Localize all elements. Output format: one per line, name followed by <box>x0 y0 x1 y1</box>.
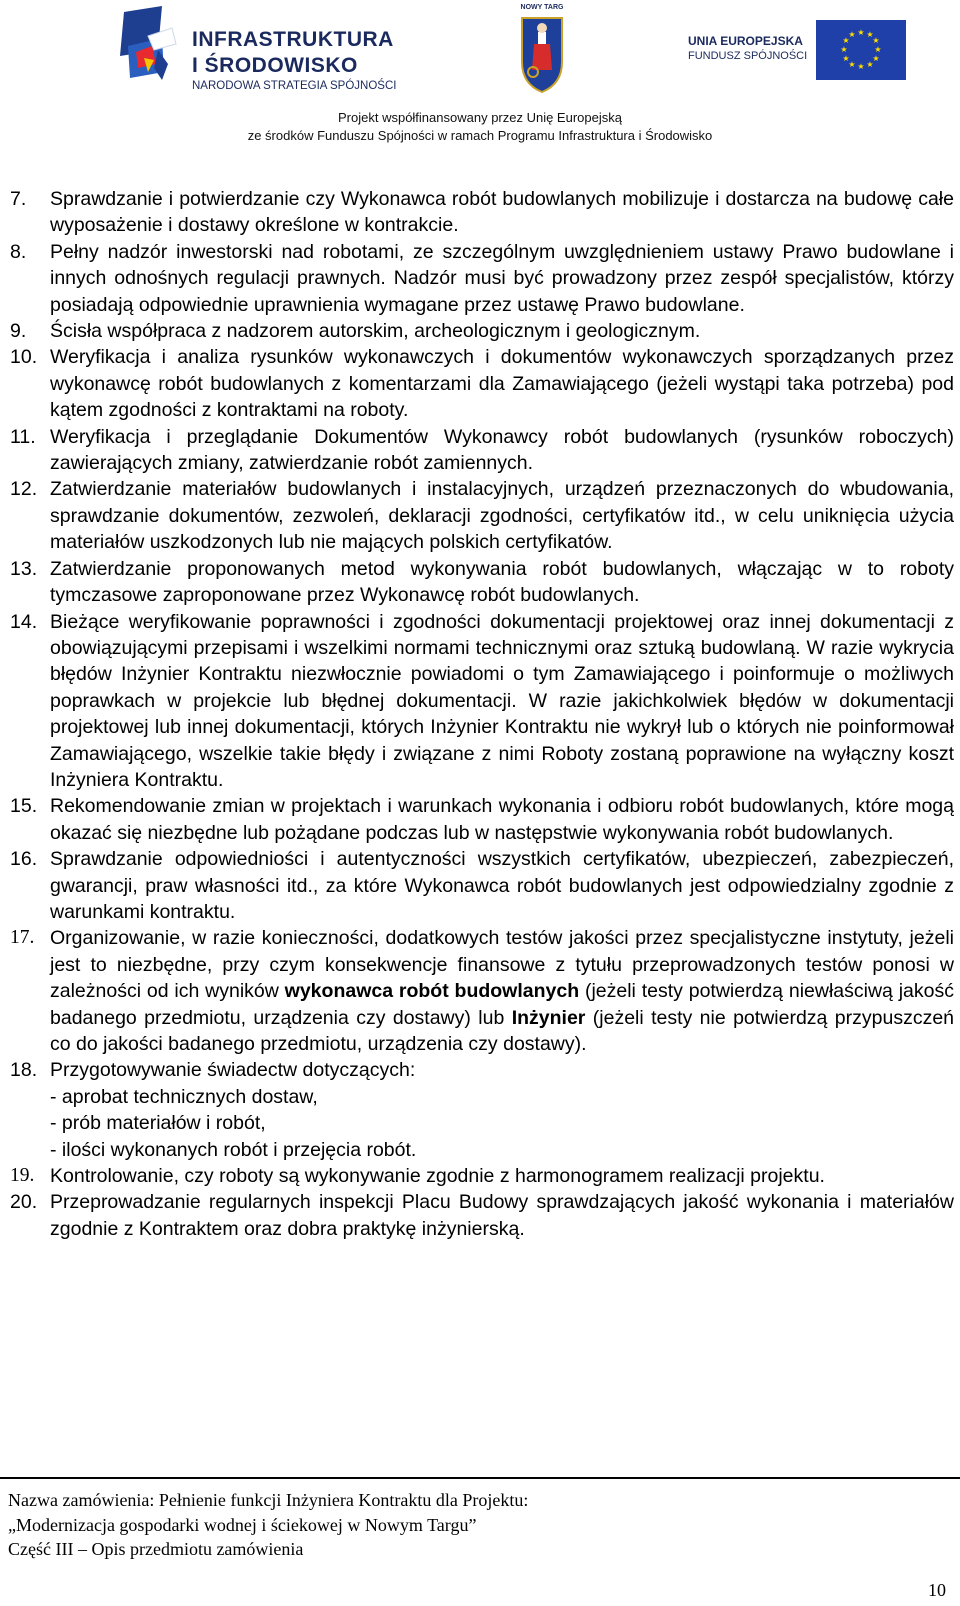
svg-text:★: ★ <box>842 36 850 45</box>
list-item <box>10 556 954 609</box>
svg-text:★: ★ <box>842 54 850 63</box>
list-item <box>10 609 954 794</box>
item-text: Weryfikacja i przeglądanie Dokumentów Wykonawcy robót budowlanych (rysunków roboczych) zawierających zmiany, zatwierdzanie robót zamiennych. <box>50 425 954 475</box>
eu-logo-line1: UNIA EUROPEJSKA <box>688 34 803 48</box>
item-text: Zatwierdzanie proponowanych metod wykonywania robót budowlanych, włączając w to roboty tymczasowe zaproponowane przez Wykonawcę robót budowlanych. <box>50 557 954 607</box>
list-item <box>10 476 954 555</box>
svg-text:★: ★ <box>848 60 856 69</box>
eu-stars-icon <box>816 20 906 80</box>
svg-text:★: ★ <box>866 30 874 39</box>
crest-label: NOWY TARG <box>520 4 564 11</box>
footer-divider <box>0 1477 960 1479</box>
page-number: 10 <box>928 1580 946 1600</box>
footer-order-name: Nazwa zamówienia: Pełnienie funkcji Inżyniera Kontraktu dla Projektu: <box>8 1490 529 1510</box>
list-item <box>10 424 954 477</box>
nowy-targ-crest <box>512 4 572 96</box>
item-text: Ścisła współpraca z nadzorem autorskim, archeologicznym i geologicznym. <box>50 320 701 343</box>
item-number: 14. <box>10 610 38 633</box>
svg-text:★: ★ <box>840 45 848 54</box>
duties-list <box>10 186 954 1242</box>
item-number: 19. <box>10 1165 35 1187</box>
item-number: 8. <box>10 240 27 263</box>
item-text: Przeprowadzanie regularnych inspekcji Placu Budowy sprawdzających jakość wykonania i materiałów zgodnie z Kontraktem oraz dobra praktykę inżynierską. <box>50 1191 954 1240</box>
sub-item: - prób materiałów i robót, <box>50 1112 266 1135</box>
cofinancing-line2: ze środków Funduszu Spójności w ramach Programu Infrastruktura i Środowisko <box>247 128 713 143</box>
item-text: Weryfikacja i analiza rysunków wykonawczych i dokumentów wykonawczych sporządzanych przez wykonawcę robót budowlanych z komentarzami dla Zamawiającego (jeżeli wystąpi taka potrzeba) pod kątem zgodności z kontraktami na roboty. <box>50 346 954 422</box>
fe-logo-line3: NARODOWA STRATEGIA SPÓJNOŚCI <box>192 80 397 92</box>
item-text: Bieżące weryfikowanie poprawności i zgodności dokumentacji projektowej oraz innej dokumentacji z obowiązującymi przepisami i wszelkimi normami technicznymi oraz sztuką budowlaną. W razie wykrycia błędów Inżynier Kontraktu niezwłocznie powiadomi o tym Zamawiającego i poinformuje o możliwych poprawkach w projekcie lub błędnej dokumentacji. W razie jakichkolwiek błędów w dokumentacji projektowej lub innej dokumentacji, których Inżynier Kontraktu nie wykrył lub o których nie poinformował Zamawiającego, wszelkie takie błędy i związane z nimi Roboty zostaną poprawione na wyłączny koszt Inżyniera Kontraktu. <box>50 610 954 791</box>
infrastruktura-srodowisko-logo <box>118 6 408 96</box>
list-item <box>10 846 954 925</box>
sub-item: - ilości wykonanych robót i przejęcia robót. <box>50 1138 417 1161</box>
cofinancing-line1: Projekt współfinansowany przez Unię Europejską <box>338 110 622 125</box>
sub-item: - aprobat technicznych dostaw, <box>50 1085 318 1108</box>
footer-project-title: „Modernizacja gospodarki wodnej i ściekowej w Nowym Targu” <box>8 1514 477 1535</box>
item-number: 11. <box>10 425 36 448</box>
item-number: 17. <box>10 927 35 949</box>
svg-text:★: ★ <box>872 36 880 45</box>
item-number: 7. <box>10 188 27 210</box>
fe-logo-line2: I ŚRODOWISKO <box>192 54 358 77</box>
eu-logo-line2: FUNDUSZ SPÓJNOŚCI <box>688 50 808 62</box>
item-text: Sprawdzanie i potwierdzanie czy Wykonawca robót budowlanych mobilizuje i dostarcza na budowę całe wyposażenie i dostawy określone w kontrakcie. <box>50 188 954 237</box>
svg-text:★: ★ <box>848 30 856 39</box>
list-item <box>10 318 954 344</box>
item-text <box>50 1057 954 1163</box>
item-number: 16. <box>10 848 38 871</box>
item-text: Kontrolowanie, czy roboty są wykonywanie zgodnie z harmonogramem realizacji projektu. <box>50 1165 825 1188</box>
item-text: Rekomendowanie zmian w projektach i warunkach wykonania i odbioru robót budowlanych, które mogą okazać się niezbędne lub pożądane podczas lub w następstwie wykonywania robót budowlanych. <box>50 795 954 844</box>
item-number: 9. <box>10 320 27 343</box>
item-number: 15. <box>10 795 38 818</box>
item-text: Pełny nadzór inwestorski nad robotami, ze szczególnym uwzględnieniem ustawy Prawo budowlane i innych odnośnych regulacji prawnych. Nadzór musi być prowadzony przez zespół specjalistów, którzy posiadają odpowiednie uprawnienia wymagane przez ustawę Prawo budowlane. <box>50 240 954 316</box>
list-item <box>10 1057 954 1163</box>
coat-of-arms-icon <box>518 14 566 94</box>
list-item <box>10 344 954 423</box>
item-text-part: (jeżeli testy potwierdzą niewłaściwą jakość badanego przedmiotu, urządzenia czy dostawy) lub <box>50 980 954 1029</box>
list-item <box>10 239 954 318</box>
item-text-part: Organizowanie, w razie konieczności, dodatkowych testów jakości przez specjalistyczne instytuty, jeżeli jest to niezbędne, przy czym konsekwencje finansowe z tytułu przeprowadzonych testów ponosi w zależności od ich wyników <box>50 927 954 1003</box>
item-number: 12. <box>10 478 38 501</box>
svg-text:★: ★ <box>857 62 865 71</box>
page-header <box>0 0 960 150</box>
svg-text:★: ★ <box>874 45 882 54</box>
fe-logo-mark-icon <box>118 6 182 96</box>
page-footer <box>8 1488 528 1562</box>
svg-text:★: ★ <box>857 28 865 37</box>
item-text: Zatwierdzanie materiałów budowlanych i instalacyjnych, urządzeń przeznaczonych do wbudowania, sprawdzanie dokumentów, zezwoleń, deklaracji zgodności, certyfikatów itd., w celu uniknięcia użycia materiałów uszkodzonych lub nie mających polskich certyfikatów. <box>50 478 954 554</box>
list-item <box>10 925 954 1057</box>
item-text-bold: Inżynier <box>511 1006 586 1029</box>
item-text-bold: wykonawca robót budowlanych <box>284 980 580 1003</box>
item-text <box>50 925 954 1057</box>
item-number: 18. <box>10 1059 38 1082</box>
svg-text:★: ★ <box>872 54 880 63</box>
list-item <box>10 793 954 846</box>
item-intro: Przygotowywanie świadectw dotyczących: <box>50 1059 416 1082</box>
item-number: 10. <box>10 346 38 369</box>
list-item <box>10 1163 954 1189</box>
list-item <box>10 186 954 239</box>
eu-flag <box>816 20 906 80</box>
fe-logo-line1: INFRASTRUKTURA <box>192 28 394 51</box>
svg-text:★: ★ <box>866 60 874 69</box>
item-text: Sprawdzanie odpowiedniości i autentyczności wszystkich certyfikatów, ubezpieczeń, zabezpieczeń, gwarancji, praw własności itd., za które Wykonawca robót budowlanych jest odpowiedzialny zgodnie z warunkami kontraktu. <box>50 848 954 923</box>
item-number: 20. <box>10 1191 38 1214</box>
item-text-part: (jeżeli testy nie potwierdzą przypuszczeń co do jakości badanego przedmiotu, urządzenia czy dostawy). <box>50 1006 955 1055</box>
footer-part: Część III – Opis przedmiotu zamówienia <box>8 1539 304 1559</box>
list-item <box>10 1189 954 1242</box>
item-number: 13. <box>10 557 38 580</box>
